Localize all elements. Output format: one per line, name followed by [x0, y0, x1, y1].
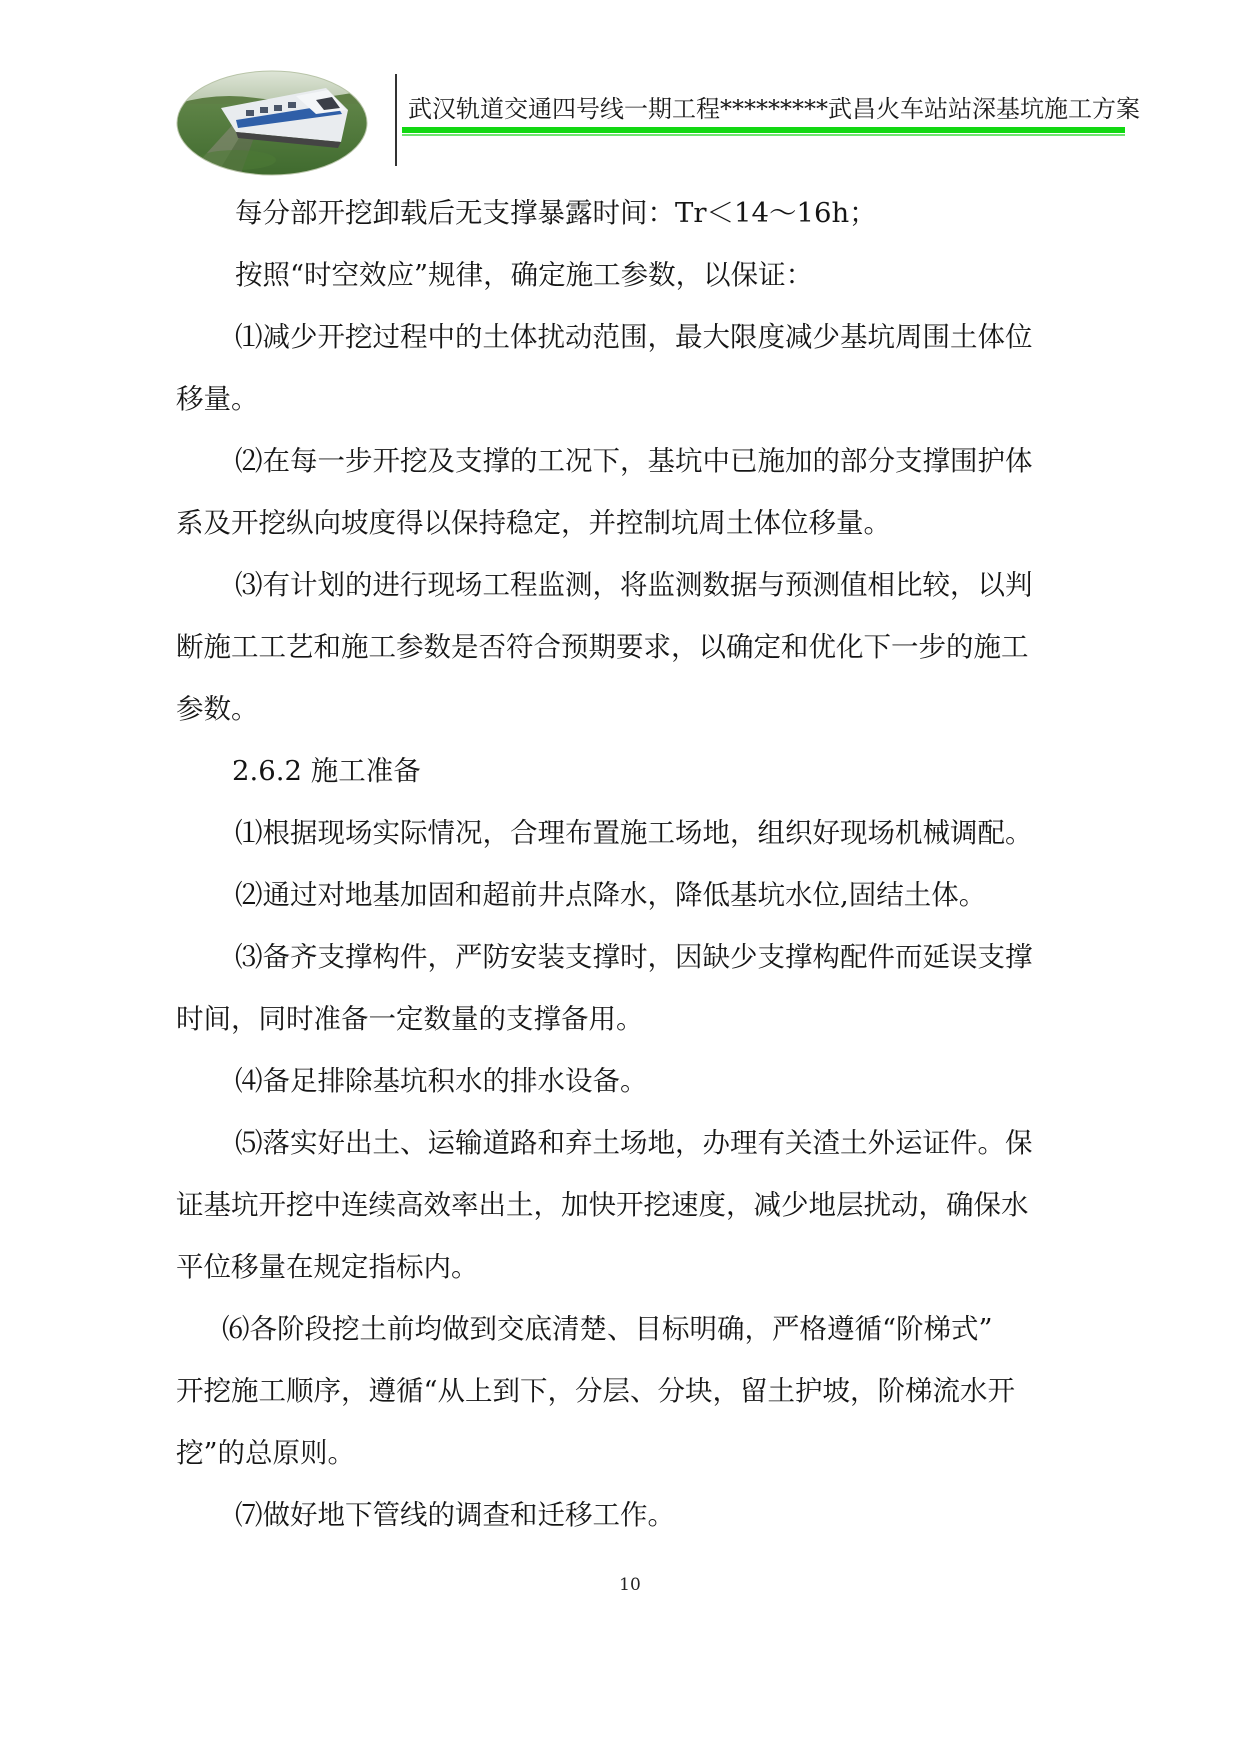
paragraph-line: 挖”的总原则。 [176, 1437, 356, 1469]
paragraph-line: 开挖施工顺序，遵循“从上到下，分层、分块，留土护坡，阶梯流水开 [176, 1375, 1016, 1407]
paragraph-line: 每分部开挖卸载后无支撑暴露时间：Tr＜14～16h； [235, 197, 877, 229]
header-rule-thin [402, 134, 1125, 136]
header-divider [395, 74, 397, 166]
paragraph-line: 按照“时空效应”规律，确定施工参数，以保证： [235, 259, 814, 291]
page-header [0, 0, 1241, 175]
paragraph-line: ⑶有计划的进行现场工程监测，将监测数据与预测值相比较，以判 [235, 569, 1033, 601]
paragraph-line: ⑵在每一步开挖及支撑的工况下，基坑中已施加的部分支撑围护体 [235, 445, 1033, 477]
train-logo-icon [176, 70, 368, 176]
paragraph-line: 时间，同时准备一定数量的支撑备用。 [176, 1003, 644, 1035]
section-heading: 2.6.2 施工准备 [232, 755, 421, 787]
paragraph-line: ⑵通过对地基加固和超前井点降水，降低基坑水位,固结土体。 [235, 879, 987, 911]
paragraph-line: ⑸落实好出土、运输道路和弃土场地，办理有关渣土外运证件。保 [235, 1127, 1033, 1159]
paragraph-line: ⑴根据现场实际情况，合理布置施工场地，组织好现场机械调配。 [235, 817, 1033, 849]
train-photo-logo [176, 70, 368, 176]
paragraph-line: ⑺做好地下管线的调查和迁移工作。 [235, 1499, 675, 1531]
paragraph-line: ⑹各阶段挖土前均做到交底清楚、目标明确，严格遵循“阶梯式” [222, 1313, 993, 1345]
paragraph-line: 参数。 [176, 693, 259, 725]
paragraph-line: 系及开挖纵向坡度得以保持稳定，并控制坑周土体位移量。 [176, 507, 891, 539]
header-title: 武汉轨道交通四号线一期工程*********武昌火车站站深基坑施工方案 [408, 95, 1140, 123]
header-rule [402, 127, 1125, 133]
paragraph-line: ⑷备足排除基坑积水的排水设备。 [235, 1065, 648, 1097]
paragraph-line: 平位移量在规定指标内。 [176, 1251, 479, 1283]
page-number: 10 [619, 1575, 641, 1595]
paragraph-line: ⑶备齐支撑构件，严防安装支撑时，因缺少支撑构配件而延误支撑 [235, 941, 1033, 973]
paragraph-line: 移量。 [176, 383, 259, 415]
paragraph-line: 断施工工艺和施工参数是否符合预期要求，以确定和优化下一步的施工 [176, 631, 1029, 663]
paragraph-line: 证基坑开挖中连续高效率出土，加快开挖速度，减少地层扰动，确保水 [176, 1189, 1029, 1221]
paragraph-line: ⑴减少开挖过程中的土体扰动范围，最大限度减少基坑周围土体位 [235, 321, 1033, 353]
